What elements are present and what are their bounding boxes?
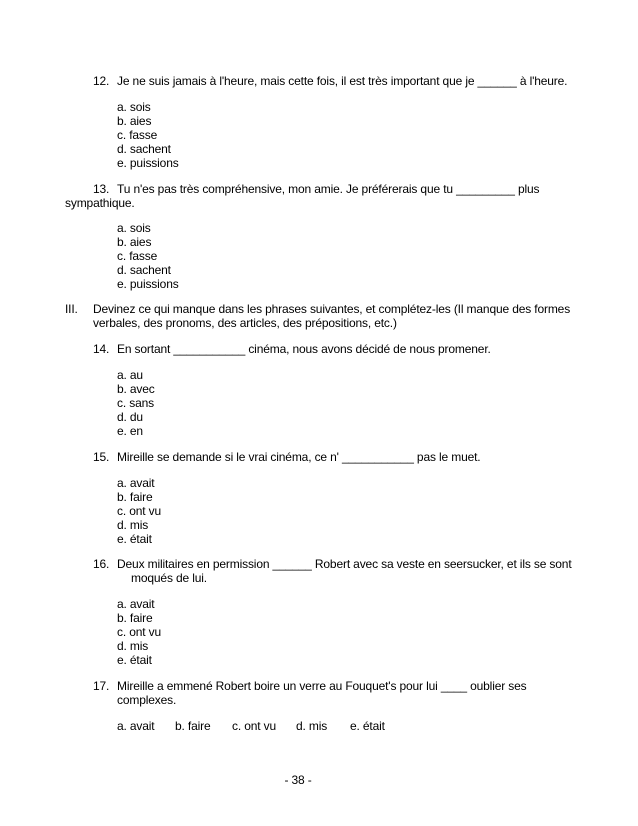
q17-text-line2: complexes. [117,693,177,707]
page-number: - 38 - [284,773,312,787]
q15-text: Mireille se demande si le vrai cinéma, ce n' ___________ pas le muet. [117,450,481,464]
q13-option-a: a. sois [117,221,151,235]
q13-option-e: e. puissions [117,277,179,291]
q16-text-line1: Deux militaires en permission ______ Robert avec sa veste en seersucker, et ils se sont [117,557,572,571]
q12-number: 12. [93,74,110,88]
q14-text: En sortant ___________ cinéma, nous avons décidé de nous promener. [117,342,491,356]
q14-option-e: e. en [117,424,143,438]
q13-option-b: b. aies [117,235,152,249]
q15-option-e: e. était [117,532,152,546]
q17-option-a: a. avait [117,719,155,733]
q12-option-b: b. aies [117,114,152,128]
section-3-instructions-line2: verbales, des pronoms, des articles, des prépositions, etc.) [93,316,397,330]
q13-text-line2: sympathique. [65,196,135,210]
q13-option-d: d. sachent [117,263,171,277]
q17-option-d: d. mis [296,719,328,733]
q17-option-e: e. était [350,719,385,733]
q16-option-a: a. avait [117,597,155,611]
q16-option-c: c. ont vu [117,625,162,639]
q16-text-line2: moqués de lui. [131,571,207,585]
q14-option-c: c. sans [117,396,154,410]
q14-number: 14. [93,342,110,356]
q12-text: Je ne suis jamais à l'heure, mais cette fois, il est très important que je ______ à l'heure. [117,74,568,88]
q15-option-c: c. ont vu [117,504,162,518]
q15-option-a: a. avait [117,476,155,490]
q15-option-b: b. faire [117,490,153,504]
section-3-instructions-line1: Devinez ce qui manque dans les phrases suivantes, et complétez-les (Il manque des formes [93,302,571,316]
q17-option-b: b. faire [175,719,211,733]
q17-option-c: c. ont vu [232,719,277,733]
q12-option-a: a. sois [117,100,151,114]
q16-option-d: d. mis [117,639,149,653]
q15-number: 15. [93,450,110,464]
q17-number: 17. [93,679,110,693]
section-3-numeral: III. [65,302,78,316]
q13-number: 13. [93,182,110,196]
q13-text-line1: Tu n'es pas très compréhensive, mon amie. Je préférerais que tu _________ plus [117,182,540,196]
q12-option-c: c. fasse [117,128,158,142]
q16-option-b: b. faire [117,611,153,625]
q17-text-line1: Mireille a emmené Robert boire un verre au Fouquet's pour lui ____ oublier ses [117,679,527,693]
q14-option-a: a. au [117,368,143,382]
q13-option-c: c. fasse [117,249,158,263]
q14-option-d: d. du [117,410,143,424]
q16-number: 16. [93,557,110,571]
q16-option-e: e. était [117,653,152,667]
q14-option-b: b. avec [117,382,155,396]
q15-option-d: d. mis [117,518,149,532]
q12-option-d: d. sachent [117,142,171,156]
q12-option-e: e. puissions [117,156,179,170]
